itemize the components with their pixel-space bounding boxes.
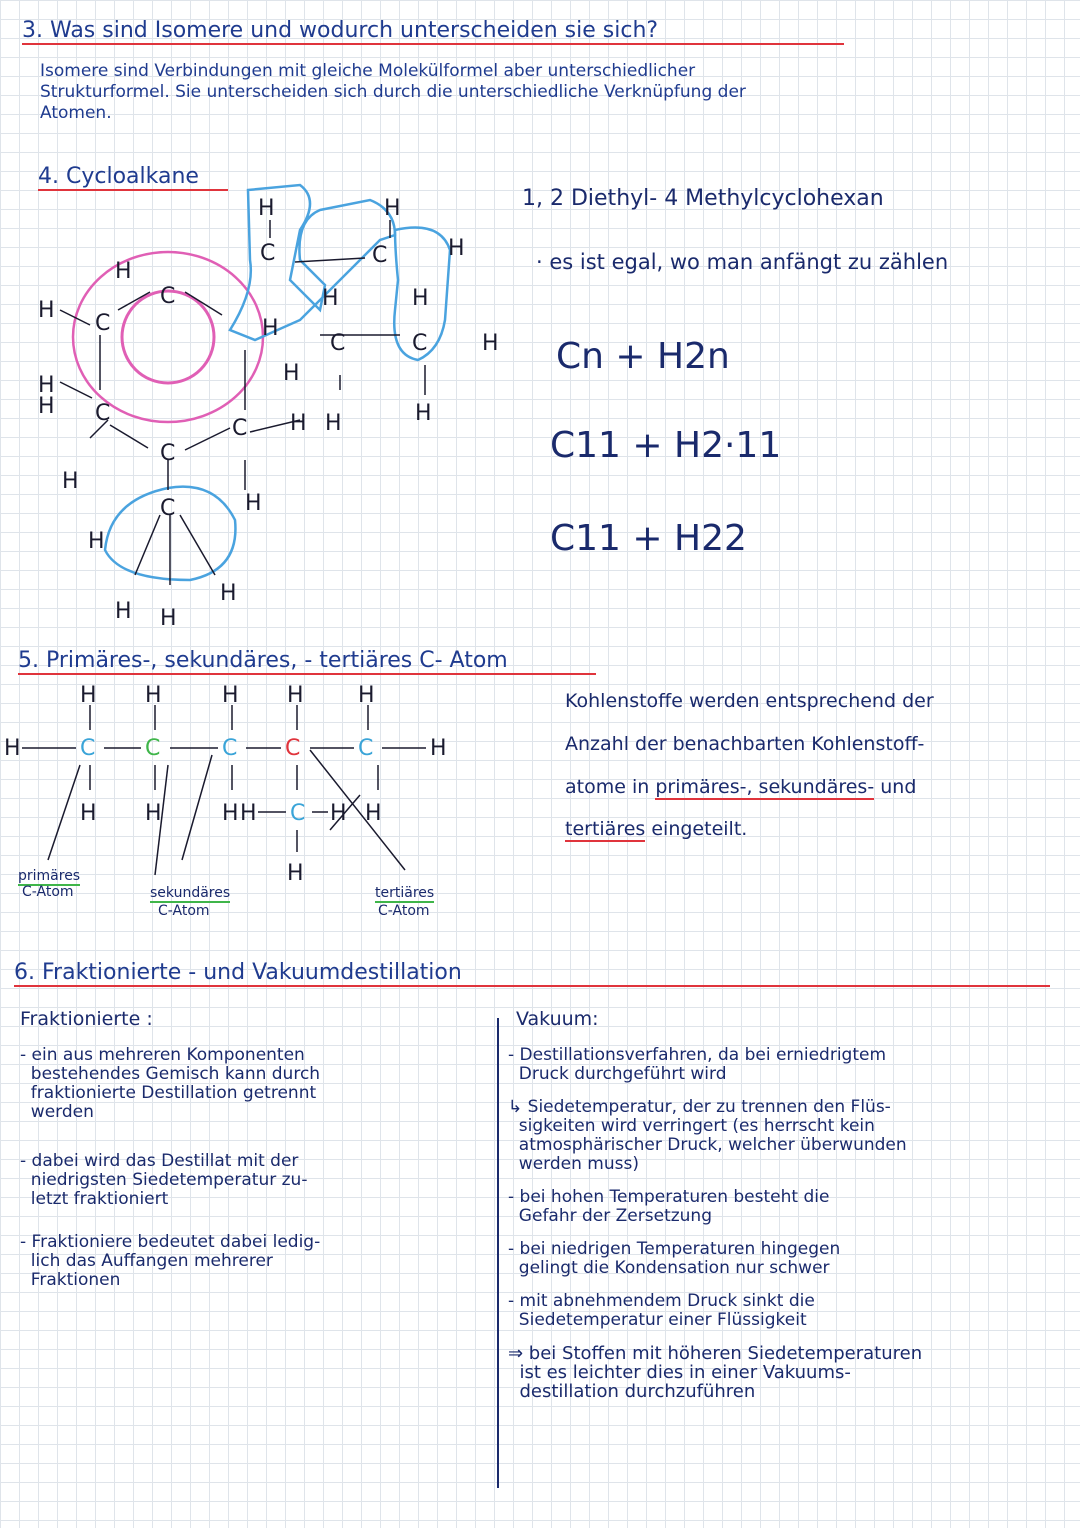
svg-text:H: H xyxy=(222,683,239,708)
label-primary-2: C-Atom xyxy=(22,884,74,900)
vacuum-line: - bei hohen Temperaturen besteht die xyxy=(508,1187,830,1207)
atom-c: C xyxy=(160,441,176,466)
atom-h: H xyxy=(115,599,132,624)
svg-text:H: H xyxy=(222,801,239,826)
ethyl-1-outline xyxy=(230,185,395,340)
section-4-heading: 4. Cycloalkane xyxy=(38,164,228,191)
carbon-chain-structure xyxy=(0,680,480,900)
svg-text:C: C xyxy=(145,736,161,761)
svg-text:H: H xyxy=(145,801,162,826)
section-5-heading: 5. Primäres-, sekundäres, - tertiäres C- Atom xyxy=(18,648,596,675)
atom-h: H xyxy=(220,581,237,606)
atom-c: C xyxy=(372,243,388,268)
vacuum-line: destillation durchzuführen xyxy=(508,1381,756,1402)
atom-c: C xyxy=(95,401,111,426)
fractional-line: werden xyxy=(20,1102,94,1122)
atom-h: H xyxy=(322,286,339,311)
svg-text:H: H xyxy=(145,683,162,708)
atom-c: C xyxy=(412,331,428,356)
svg-text:C: C xyxy=(80,736,96,761)
vacuum-list xyxy=(508,1046,1068,1401)
svg-text:C: C xyxy=(290,801,306,826)
svg-text:C: C xyxy=(358,736,374,761)
atom-h: H xyxy=(412,286,429,311)
fractional-line: lich das Auffangen mehrerer xyxy=(20,1251,273,1271)
vacuum-line: ist es leichter dies in einer Vakuums- xyxy=(508,1362,851,1383)
fractional-line: - dabei wird das Destillat mit der xyxy=(20,1151,299,1171)
atom-h: H xyxy=(283,361,300,386)
atom-h: H xyxy=(384,196,401,221)
atom-c: C xyxy=(260,241,276,266)
atom-h: H xyxy=(482,331,499,356)
fractional-line: niedrigsten Siedetemperatur zu- xyxy=(20,1170,308,1190)
fractional-line: Fraktionen xyxy=(20,1270,121,1290)
section-3-line-1: Isomere sind Verbindungen mit gleiche Molekülformel aber unterschiedlicher xyxy=(40,61,696,81)
atom-c: C xyxy=(160,496,176,521)
atom-h: H xyxy=(38,298,55,323)
svg-text:H: H xyxy=(287,683,304,708)
vacuum-line: - bei niedrigen Temperaturen hingegen xyxy=(508,1239,841,1259)
svg-text:H: H xyxy=(330,801,347,826)
svg-text:C: C xyxy=(222,736,238,761)
atom-h: H xyxy=(62,469,79,494)
atom-h: H xyxy=(325,411,342,436)
section-3-heading: 3. Was sind Isomere und wodurch unterscheiden sie sich? xyxy=(22,18,844,45)
formula-substituted: C11 + H2·11 xyxy=(550,425,782,466)
label-secondary-2: C-Atom xyxy=(158,903,210,919)
label-tertiary-2: C-Atom xyxy=(378,903,430,919)
atom-h: H xyxy=(262,316,279,341)
atom-c: C xyxy=(232,416,248,441)
atom-h: H xyxy=(415,401,432,426)
vacuum-line: gelingt die Kondensation nur schwer xyxy=(508,1258,830,1278)
label-primary-1: primäres xyxy=(18,868,81,884)
atom-h: H xyxy=(160,606,177,630)
section-5-desc-2: Anzahl der benachbarten Kohlenstoff- xyxy=(565,733,925,755)
svg-text:H: H xyxy=(240,801,257,826)
fractional-title: Fraktionierte : xyxy=(20,1008,153,1030)
svg-text:C: C xyxy=(285,736,301,761)
label-secondary-1: sekundäres xyxy=(150,885,231,901)
fractional-line: fraktionierte Destillation getrennt xyxy=(20,1083,317,1103)
section-3-line-2: Strukturformel. Sie unterscheiden sich durch die unterschiedliche Verknüpfung der xyxy=(40,82,746,102)
section-5-desc-3: atome in primäres-, sekundäres- und xyxy=(565,776,917,798)
counting-note: · es ist egal, wo man anfängt zu zählen xyxy=(536,250,949,274)
vacuum-line: Gefahr der Zersetzung xyxy=(508,1206,712,1226)
svg-text:H: H xyxy=(430,736,447,761)
fractional-line: letzt fraktioniert xyxy=(20,1189,169,1209)
vacuum-line: ↳ Siedetemperatur, der zu trennen den Flüs- xyxy=(508,1097,891,1117)
column-divider xyxy=(497,1018,499,1488)
vacuum-line: atmosphärischer Druck, welcher überwunden xyxy=(508,1135,907,1155)
vacuum-line: werden muss) xyxy=(508,1154,639,1174)
compound-name: 1, 2 Diethyl- 4 Methylcyclohexan xyxy=(522,186,884,211)
fractional-line: bestehendes Gemisch kann durch xyxy=(20,1064,321,1084)
atom-c: C xyxy=(160,284,176,309)
atom-h: H xyxy=(258,196,275,221)
vacuum-line: Siedetemperatur einer Flüssigkeit xyxy=(508,1310,807,1330)
svg-text:H: H xyxy=(358,683,375,708)
atom-c: C xyxy=(330,331,346,356)
vacuum-line: sigkeiten wird verringert (es herrscht kein xyxy=(508,1116,875,1136)
fractional-list xyxy=(20,1046,490,1290)
section-3-line-3: Atomen. xyxy=(40,103,112,123)
atom-c: C xyxy=(95,311,111,336)
formula-result: C11 + H22 xyxy=(550,518,747,559)
atom-h: H xyxy=(290,411,307,436)
atom-h: H xyxy=(38,394,55,419)
vacuum-title: Vakuum: xyxy=(516,1008,599,1030)
atom-h: H xyxy=(38,373,55,398)
general-formula: Cn + H2n xyxy=(556,336,730,377)
atom-h: H xyxy=(245,491,262,516)
atom-h: H xyxy=(448,236,465,261)
vacuum-line: Druck durchgeführt wird xyxy=(508,1064,727,1084)
vacuum-line: - mit abnehmendem Druck sinkt die xyxy=(508,1291,815,1311)
ring-marker xyxy=(73,252,263,422)
svg-text:H: H xyxy=(365,801,382,826)
svg-text:H: H xyxy=(4,736,21,761)
atom-h: H xyxy=(115,259,132,284)
section-5-desc-1: Kohlenstoffe werden entsprechend der xyxy=(565,690,934,712)
fractional-line: - Fraktioniere bedeutet dabei ledig- xyxy=(20,1232,321,1252)
section-6-heading: 6. Fraktionierte - und Vakuumdestillation xyxy=(14,960,1050,987)
atom-h: H xyxy=(88,529,105,554)
vacuum-line: ⇒ bei Stoffen mit höheren Siedetemperaturen xyxy=(508,1343,923,1364)
label-tertiary-1: tertiäres xyxy=(375,885,435,901)
vacuum-line: - Destillationsverfahren, da bei erniedrigtem xyxy=(508,1045,887,1065)
fractional-line: - ein aus mehreren Komponenten xyxy=(20,1045,305,1065)
section-5-desc-4: tertiäres eingeteilt. xyxy=(565,818,748,840)
cycloalkane-structure xyxy=(0,170,520,630)
svg-text:H: H xyxy=(80,801,97,826)
svg-text:H: H xyxy=(80,683,97,708)
svg-text:H: H xyxy=(287,861,304,886)
